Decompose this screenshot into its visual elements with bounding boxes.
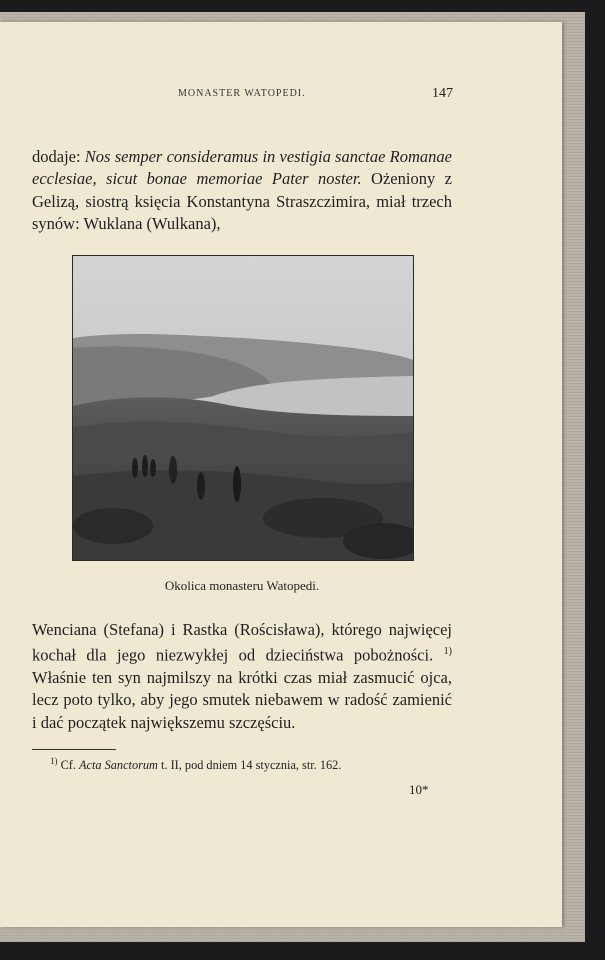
figure-caption: Okolica monasteru Watopedi. [164,578,320,593]
footnote-divider [32,749,116,750]
footnote-prefix: Cf. [57,758,80,773]
paragraph-bottom [32,619,452,734]
paragraph-body-end: Właśnie ten syn najmilszy na krótki czas miał zasmucić ojca, lecz poto tylko, aby jego smutek niebawem w radość zamienić i dać początek największemu szczęściu. [32,668,452,732]
footnote [50,756,341,773]
landscape-photo [72,255,414,561]
paragraph-top [32,146,452,235]
page-number: 147 [432,86,453,101]
footnote-work-title: Acta Sanctorum [79,758,158,773]
running-header: MONASTER WATOPEDI. [178,88,306,99]
paragraph-rest: Ożeniony z Gelizą, siostrą księcia Konstantyna Straszczimira, miał trzech synów: Wuklana (Wulkana), [32,169,452,233]
footnote-marker: 1) [50,756,58,766]
footnote-reference: 1) [443,646,452,658]
paragraph-body: Wenciana (Stefana) i Rastka (Rościsława), którego najwięcej kochał dla jego niezwykłej od dzieciństwa pobożności. [32,620,452,665]
paragraph-lead: dodaje: [32,147,85,166]
latin-quote: Nos semper consideramus in vestigia sanctae Romanae ecclesiae, sicut bonae memoriae Pater noster. [32,147,452,189]
signature-mark: 10* [409,782,429,797]
footnote-suffix: t. II, pod dniem 14 stycznia, str. 162. [157,758,342,773]
